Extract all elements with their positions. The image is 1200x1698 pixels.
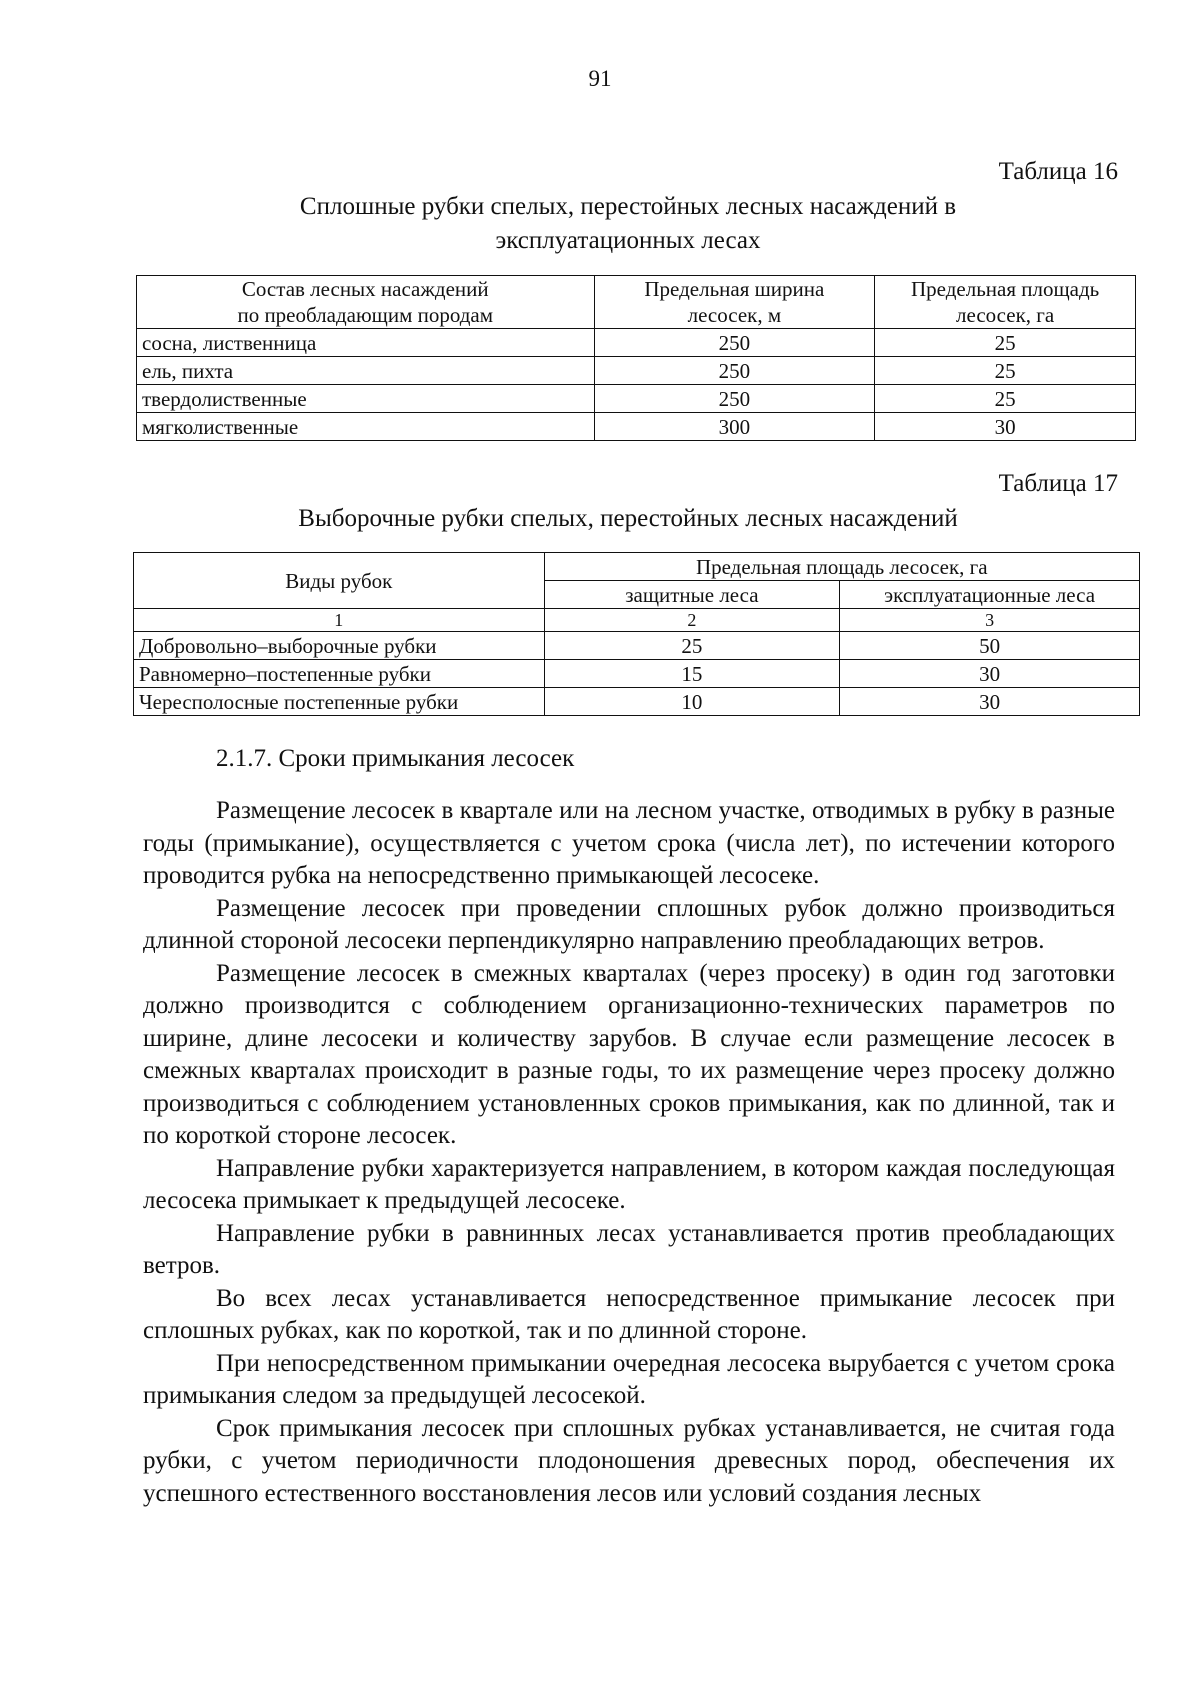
header-cut-type: Виды рубок (134, 553, 545, 609)
cell-width: 250 (594, 385, 875, 413)
paragraph: Размещение лесосек в квартале или на лесном участке, отводимых в рубку в разные годы (примыкание), осуществляется с учетом срока (числа лет), по истечении которого проводится рубка на непосредственно примыкающей лесосеке. (143, 797, 1115, 889)
table-17-caption: Таблица 17 (998, 470, 1118, 497)
section-body (143, 795, 1115, 1510)
table-row (134, 688, 1140, 716)
table-row (137, 357, 1136, 385)
header-protective-forests: защитные леса (544, 581, 840, 609)
paragraph: Срок примыкания лесосек при сплошных рубках устанавливается, не считая года рубки, с учетом периодичности плодоношения древесных пород, обеспечения их успешного естественного восстановления лесов или условий создания лесных (143, 1414, 1115, 1507)
table-17 (133, 552, 1140, 716)
cell-area: 25 (875, 385, 1136, 413)
header-width-line2: лесосек, м (687, 303, 782, 327)
cell-exploitation: 30 (840, 660, 1140, 688)
page-number: 91 (588, 66, 612, 91)
paragraph: Направление рубки в равнинных лесах устанавливается против преобладающих ветров. (143, 1219, 1115, 1279)
column-number: 3 (840, 609, 1140, 632)
header-width-line1: Предельная ширина (644, 277, 825, 301)
table-row (137, 413, 1136, 441)
table-16-title-line1: Сплошные рубки спелых, перестойных лесных насаждений в (299, 193, 957, 220)
cell-species: ель, пихта (137, 357, 595, 385)
cell-width: 250 (594, 357, 875, 385)
table-16-title-line2: эксплуатационных лесах (495, 227, 761, 254)
header-area-line1: Предельная площадь (911, 277, 1100, 301)
cell-species: мягколиственные (137, 413, 595, 441)
cell-cut-type: Добровольно–выборочные рубки (134, 632, 545, 660)
column-number-row (134, 609, 1140, 632)
header-area-group: Предельная площадь лесосек, га (544, 553, 1139, 581)
table-row (137, 329, 1136, 357)
cell-cut-type: Равномерно–постепенные рубки (134, 660, 545, 688)
table-16 (136, 275, 1136, 441)
table-17-title: Выборочные рубки спелых, перестойных лесных насаждений (298, 505, 958, 532)
column-number: 2 (544, 609, 840, 632)
cell-species: сосна, лиственница (137, 329, 595, 357)
cell-protective: 10 (544, 688, 840, 716)
cell-area: 25 (875, 357, 1136, 385)
header-species-line2: по преобладающим породам (237, 303, 494, 327)
header-species-line1: Состав лесных насаждений (241, 277, 489, 301)
cell-width: 250 (594, 329, 875, 357)
table-16-caption: Таблица 16 (998, 158, 1118, 185)
column-number: 1 (134, 609, 545, 632)
cell-protective: 25 (544, 632, 840, 660)
paragraph: Размещение лесосек при проведении сплошных рубок должно производиться длинной стороной лесосеки перпендикулярно направлению преобладающих ветров. (143, 894, 1115, 954)
cell-width: 300 (594, 413, 875, 441)
table-row (134, 632, 1140, 660)
table-row (137, 385, 1136, 413)
section-heading: 2.1.7. Сроки примыкания лесосек (216, 745, 575, 772)
header-exploitation-forests: эксплуатационные леса (840, 581, 1140, 609)
paragraph: Размещение лесосек в смежных кварталах (через просеку) в один год заготовки должно производится с соблюдением организационно-технических параметров по ширине, длине лесосеки и количеству зарубов. В случае если размещение лесосек в смежных кварталах происходит в разные годы, то их размещение через просеку должно производиться с соблюдением установленных сроков примыкания, как по длинной, так и по короткой стороне лесосек. (143, 959, 1115, 1149)
table-16-title (0, 190, 1200, 258)
header-width (594, 276, 875, 329)
cell-species: твердолиственные (137, 385, 595, 413)
cell-exploitation: 50 (840, 632, 1140, 660)
table-row (134, 660, 1140, 688)
paragraph: Во всех лесах устанавливается непосредственное примыкание лесосек при сплошных рубках, как по короткой, так и по длинной стороне. (143, 1284, 1115, 1344)
paragraph: При непосредственном примыкании очередная лесосека вырубается с учетом срока примыкания следом за предыдущей лесосекой. (143, 1349, 1115, 1409)
header-species (137, 276, 595, 329)
cell-area: 30 (875, 413, 1136, 441)
cell-area: 25 (875, 329, 1136, 357)
paragraph: Направление рубки характеризуется направлением, в котором каждая последующая лесосека примыкает к предыдущей лесосеке. (143, 1154, 1115, 1214)
cell-exploitation: 30 (840, 688, 1140, 716)
table-17-header-row (134, 553, 1140, 581)
cell-cut-type: Чересполосные постепенные рубки (134, 688, 545, 716)
header-area (875, 276, 1136, 329)
header-area-line2: лесосек, га (956, 303, 1055, 327)
cell-protective: 15 (544, 660, 840, 688)
table-16-header-row (137, 276, 1136, 329)
